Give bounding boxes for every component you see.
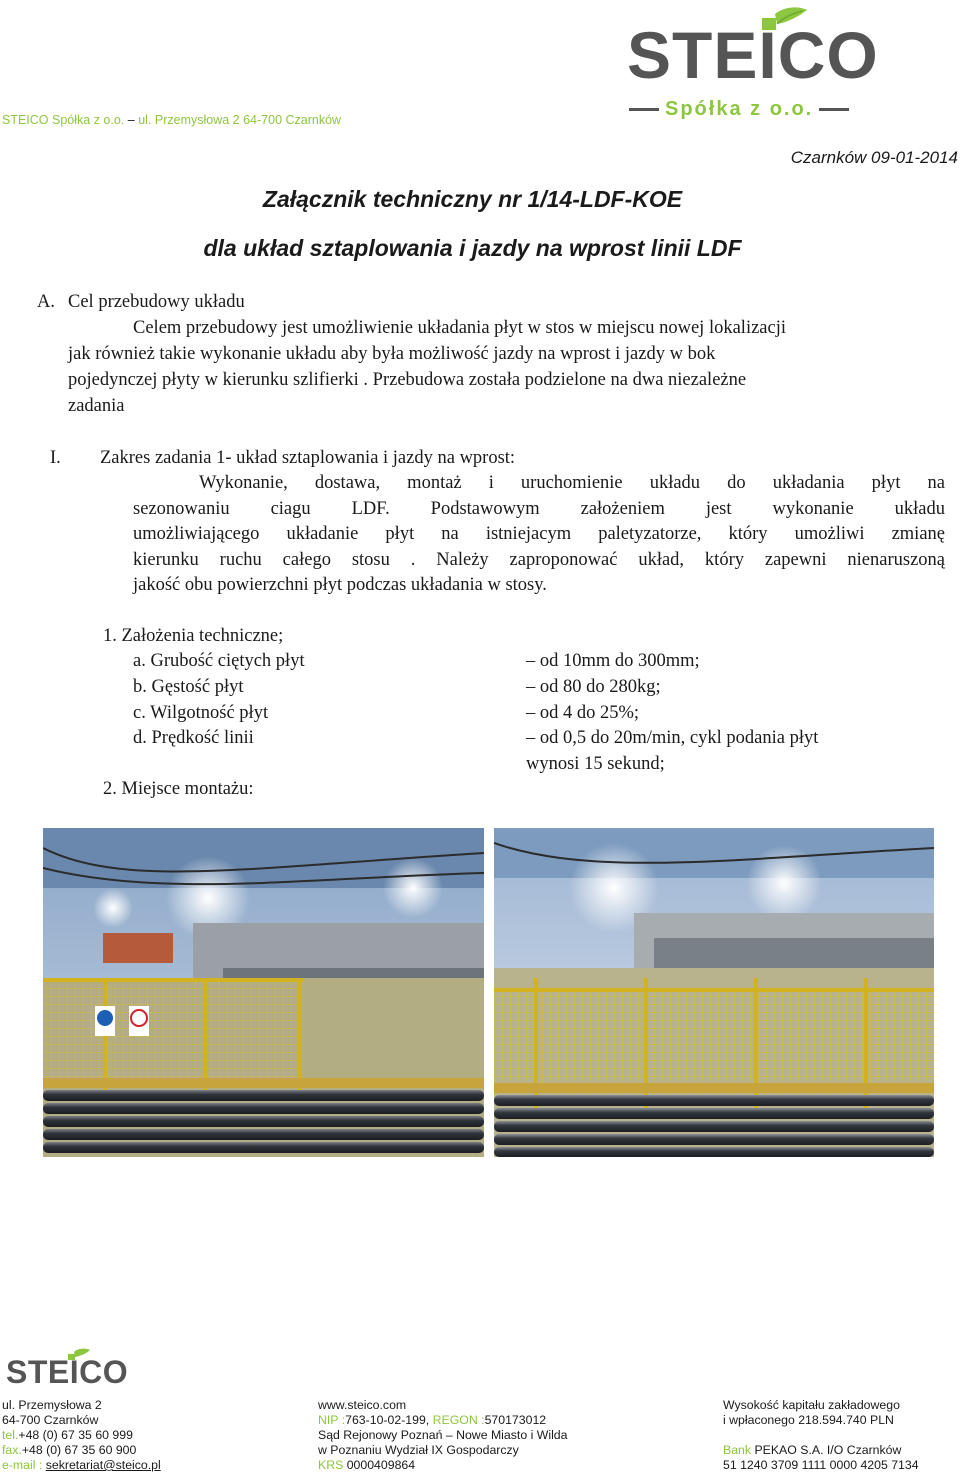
logo-subtitle: Spółka z o.o. xyxy=(665,98,814,120)
assumption-label: b. Gęstość płyt xyxy=(133,677,244,697)
footer-court-line2: w Poznaniu Wydział IX Gospodarczy xyxy=(318,1443,519,1457)
location-heading: 2. Miejsce montażu: xyxy=(103,779,254,799)
footer-email-link[interactable]: sekretariat@steico.pl xyxy=(45,1458,161,1472)
footer-krs xyxy=(318,1458,415,1473)
footer-capital-line2: i wpłaconego 218.594.740 PLN xyxy=(723,1413,894,1427)
section-i-heading: Zakres zadania 1- układ sztaplowania i jazdy na wprost: xyxy=(100,448,516,468)
footer-city: 64-700 Czarnków xyxy=(2,1413,99,1427)
section-i-line: kierunku ruchu całego stosu . Należy zaproponować układ, który zapewni nienaruszoną xyxy=(133,550,945,570)
footer-nip-regon xyxy=(318,1413,546,1428)
footer-tel-value: +48 (0) 67 35 60 999 xyxy=(18,1428,133,1442)
footer-bank-label: Bank xyxy=(723,1443,755,1457)
logo-word: STEICO xyxy=(627,18,879,92)
footer-krs-value: 0000409864 xyxy=(346,1458,416,1472)
footer-fax-value: +48 (0) 67 35 60 900 xyxy=(21,1443,137,1457)
section-i-marker: I. xyxy=(50,448,61,468)
footer-street: ul. Przemysłowa 2 xyxy=(2,1398,102,1412)
section-i-line: Wykonanie, dostawa, montaż i uruchomienie układu do układania płyt na xyxy=(199,473,945,493)
footer-capital-line1: Wysokość kapitału zakładowego xyxy=(723,1398,900,1412)
footer-bank-value: PEKAO S.A. I/O Czarnków xyxy=(754,1443,902,1457)
footer-tel xyxy=(2,1428,133,1443)
footer-website[interactable]: www.steico.com xyxy=(318,1398,407,1412)
assumption-value: – od 4 do 25%; xyxy=(526,703,640,723)
header-company: STEICO Spółka z o.o. xyxy=(2,113,125,127)
footer-nip-value: 763-10-02-199, xyxy=(345,1413,433,1427)
footer-court-line1: Sąd Rejonowy Poznań – Nowe Miasto i Wilda xyxy=(318,1428,568,1442)
document-subtitle: dla układ sztaplowania i jazdy na wprost linii LDF xyxy=(203,235,742,261)
footer-fax-label: fax. xyxy=(2,1443,22,1457)
footer-bank xyxy=(723,1443,901,1458)
section-a-heading: Cel przebudowy układu xyxy=(68,292,245,312)
assumption-value: – od 10mm do 300mm; xyxy=(526,651,700,671)
header-address-line xyxy=(2,113,341,127)
site-photo-left-image xyxy=(43,828,484,1157)
footer-krs-label: KRS xyxy=(318,1458,347,1472)
footer-regon-label: REGON : xyxy=(432,1413,485,1427)
assumption-value: – od 80 do 280kg; xyxy=(526,677,661,697)
site-photo-right xyxy=(494,828,934,1157)
site-photo-left xyxy=(43,828,484,1157)
document-title: Załącznik techniczny nr 1/14-LDF-KOE xyxy=(262,186,683,212)
assumption-label: c. Wilgotność płyt xyxy=(133,703,269,723)
logo-rule-left xyxy=(629,108,659,111)
footer-logo-word: STEICO xyxy=(6,1354,129,1390)
section-i-line: sezonowaniu ciagu LDF. Podstawowym założeniem jest wykonanie układu xyxy=(133,499,945,519)
footer-tel-label: tel. xyxy=(2,1428,19,1442)
assumption-value: – od 0,5 do 20m/min, cykl podania płyt xyxy=(526,728,819,748)
footer-nip-label: NIP : xyxy=(318,1413,346,1427)
footer-email-label: e-mail : xyxy=(2,1458,46,1472)
section-a-line: pojedynczej płyty w kierunku szlifierki . Przebudowa została podzielone na dwa niezależne xyxy=(68,370,747,390)
document-date: Czarnków 09-01-2014 xyxy=(790,148,958,167)
assumption-label: d. Prędkość linii xyxy=(133,728,254,748)
footer-regon-value: 570173012 xyxy=(484,1413,547,1427)
section-i-line: umożliwiającego układanie płyt na istniejacym paletyzatorze, który umożliwi zmianę xyxy=(133,524,945,544)
header-separator: – xyxy=(127,113,135,127)
logo-subtitle-row xyxy=(629,98,869,121)
header-address: ul. Przemysłowa 2 64-700 Czarnków xyxy=(138,113,342,127)
footer-email xyxy=(2,1458,161,1473)
logo-rule-right xyxy=(819,108,849,111)
assumption-continuation: wynosi 15 sekund; xyxy=(526,754,665,774)
section-a-line: jak również takie wykonanie układu aby była możliwość jazdy na wprost i jazdy w bok xyxy=(68,344,716,364)
section-i-line: jakość obu powierzchni płyt podczas układania w stosy. xyxy=(133,575,547,595)
section-a-line: zadania xyxy=(68,396,125,416)
footer-logo xyxy=(6,1348,129,1392)
site-photo-right-image xyxy=(494,828,934,1157)
section-a-marker: A. xyxy=(37,292,55,312)
assumption-label: a. Grubość ciętych płyt xyxy=(133,651,305,671)
footer-fax xyxy=(2,1443,136,1458)
footer-account: 51 1240 3709 1111 0000 4205 7134 xyxy=(723,1458,919,1472)
section-a-line: Celem przebudowy jest umożliwienie układania płyt w stos w miejscu nowej lokalizacji xyxy=(133,318,786,338)
assumptions-heading: 1. Założenia techniczne; xyxy=(103,626,284,646)
steico-logo xyxy=(627,4,877,124)
